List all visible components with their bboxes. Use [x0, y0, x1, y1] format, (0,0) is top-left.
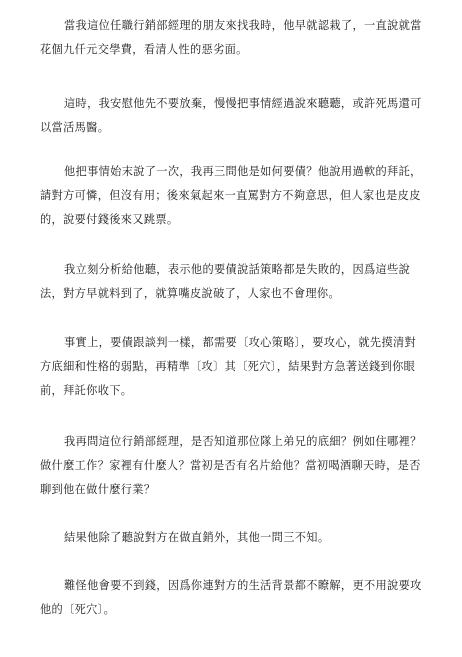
paragraph-5: 事實上，要債跟談判一樣，都需要〔攻心策略〕，要攻心，就先摸清對方底細和性格的弱點，再精準〔攻〕其〔死穴〕，結果對方急著送錢到你眼前，拜託你收下。	[40, 336, 417, 397]
paragraph-3: 他把事情始末說了一次，我再三問他是如何要債？他說用過軟的拜託，請對方可憐，但沒有用；後來氣起來一直罵對方不夠意思，但人家也是皮皮的，說要付錢後來又跳票。	[40, 165, 422, 226]
paragraph-6: 我再問這位行銷部經理，是否知道那位隊上弟兄的底細？例如住哪裡？做什麼工作？家裡有什麼人？當初是否有名片給他？當初喝酒聊天時，是否聊到他在做什麼行業？	[40, 435, 422, 496]
paragraph-2: 這時，我安慰他先不要放棄，慢慢把事情經過說來聽聽，或許死馬還可以當活馬醫。	[40, 97, 422, 134]
paragraph-8: 難怪他會要不到錢，因爲你連對方的生活背景都不瞭解，更不用說要攻他的〔死穴〕。	[40, 579, 422, 616]
paragraph-1: 當我這位任職行銷部經理的朋友來找我時，他早就認栽了，一直說就當花個九仟元交學費，看清人性的惡劣面。	[40, 19, 422, 56]
paragraph-4: 我立刻分析給他聽，表示他的要債說話策略都是失敗的，因爲這些說法，對方早就料到了，就算嘴皮說破了，人家也不會理你。	[40, 263, 411, 300]
paragraph-7: 結果他除了聽說對方在做直銷外，其他一問三不知。	[64, 531, 330, 544]
